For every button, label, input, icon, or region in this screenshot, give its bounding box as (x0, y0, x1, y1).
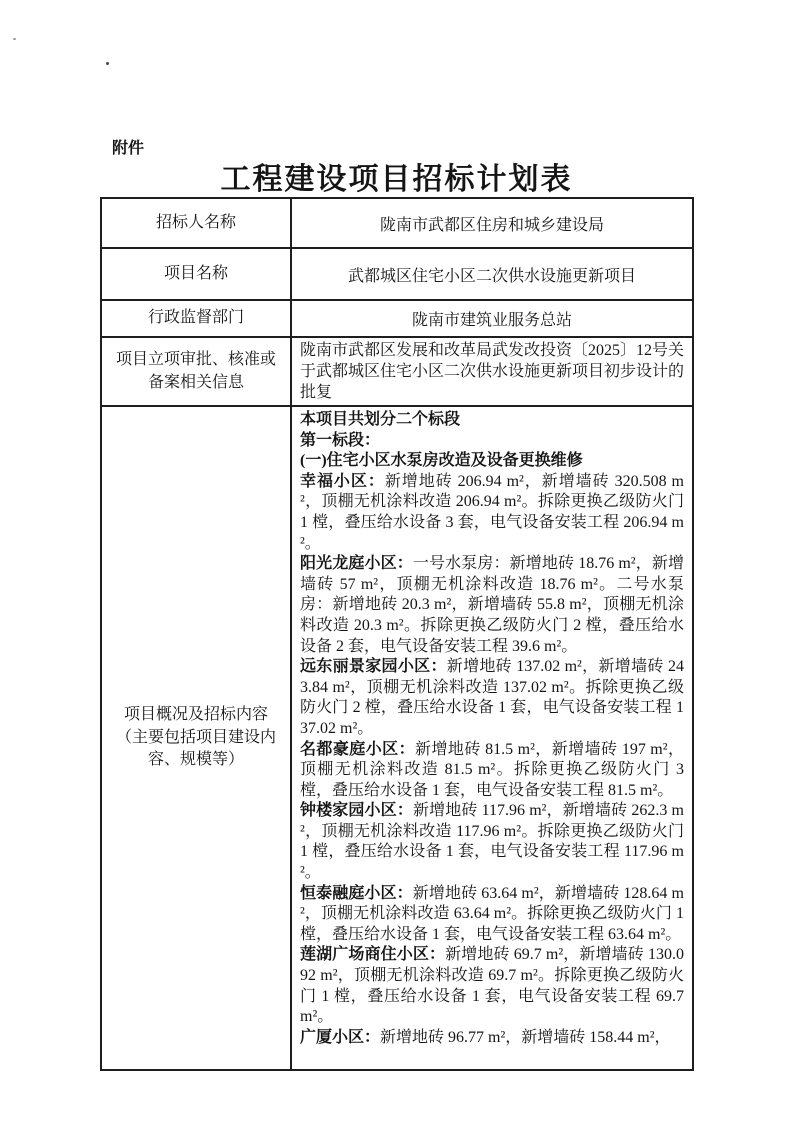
row-label-supervision-dept: 行政监督部门 (101, 300, 291, 337)
overview-paragraph: 钟楼家园小区：新增地砖 117.96 m²，新增墙砖 262.3 m²，顶棚无机涂料改造 117.96 m²。拆除更换乙级防火门 1 樘，叠压给水设备 1 套，电气设备安装工程 117.96 m²。 (300, 802, 684, 882)
table-row (101, 300, 693, 337)
bidding-plan-table (100, 197, 694, 1071)
overview-paragraph: 恒泰融庭小区：新增地砖 63.64 m²，新增墙砖 128.64 m²，顶棚无机涂料改造 63.64 m²。拆除更换乙级防火门 1 樘，叠压给水设备 1 套，电气设备安装工程 63.64 m²。 (300, 884, 684, 943)
scan-speck (13, 38, 16, 40)
supervision-dept-value: 陇南市建筑业服务总站 (291, 300, 693, 337)
approval-info-value: 陇南市武都区发展和改革局武发改投资〔2025〕12号关于武都城区住宅小区二次供水设施更新项目初步设计的批复 (291, 337, 693, 406)
bidder-name-value: 陇南市武都区住房和城乡建设局 (291, 198, 693, 248)
overview-paragraph: (一)住宅小区水泵房改造及设备更换维修 (300, 452, 583, 470)
overview-paragraph: 名都豪庭小区：新增地砖 81.5 m²，新增墙砖 197 m²，顶棚无机涂料改造 81.5 m²。拆除更换乙级防火门 3 樘，叠压给水设备 1 套，电气设备安装工程 81.5 m²。 (300, 740, 684, 799)
overview-paragraph: 本项目共划分二个标段 (300, 411, 461, 428)
row-label-approval-info: 项目立项审批、核准或备案相关信息 (101, 337, 291, 406)
overview-paragraph: 第一标段： (300, 431, 381, 449)
scan-speck (106, 62, 109, 65)
overview-paragraph: 阳光龙庭小区：一号水泵房：新增地砖 18.76 m²，新增墙砖 57 m²，顶棚无机涂料改造 18.76 m²。二号水泵房：新增地砖 20.3 m²，新增墙砖 55.8 m²，顶棚无机涂料改造 20.3 m²。拆除更换乙级防火门 2 樘，叠压给水设备 2 套，电气设备安装工程 39.6 m²。 (300, 555, 684, 655)
overview-paragraph: 远东丽景家园小区：新增地砖 137.02 m²，新增墙砖 243.84 m²，顶棚无机涂料改造 137.02 m²。拆除更换乙级防火门 2 樘，叠压给水设备 1 套，电气设备安装工程 137.02 m²。 (300, 658, 684, 737)
page-title: 工程建设项目招标计划表 (220, 163, 573, 196)
row-label-bidder-name: 招标人名称 (101, 198, 291, 248)
table-row (101, 337, 693, 406)
table-row (101, 198, 693, 248)
row-label-project-name: 项目名称 (101, 248, 291, 300)
overview-paragraph: 莲湖广场商住小区：新增地砖 69.7 m²，新增墙砖 130.092 m²，顶棚无机涂料改造 69.7 m²。拆除更换乙级防火门 1 樘，叠压给水设备 1 套，电气设备安装工程 69.7 m²。 (300, 946, 684, 1026)
attachment-label: 附件 (112, 140, 145, 157)
row-label-project-overview: 项目概况及招标内容（主要包括项目建设内容、规模等） (101, 406, 291, 1070)
overview-paragraph: 广厦小区：新增地砖 96.77 m²，新增墙砖 158.44 m²， (300, 1028, 671, 1046)
project-name-value: 武都城区住宅小区二次供水设施更新项目 (291, 248, 693, 300)
table-row (101, 248, 693, 300)
table-row (101, 406, 693, 1070)
overview-paragraph: 幸福小区：新增地砖 206.94 m²，新增墙砖 320.508 m²，顶棚无机涂料改造 206.94 m²。拆除更换乙级防火门 1 樘，叠压给水设备 3 套，电气设备安装工程 206.94 m²。 (300, 472, 684, 552)
project-overview-cell (291, 406, 693, 1070)
